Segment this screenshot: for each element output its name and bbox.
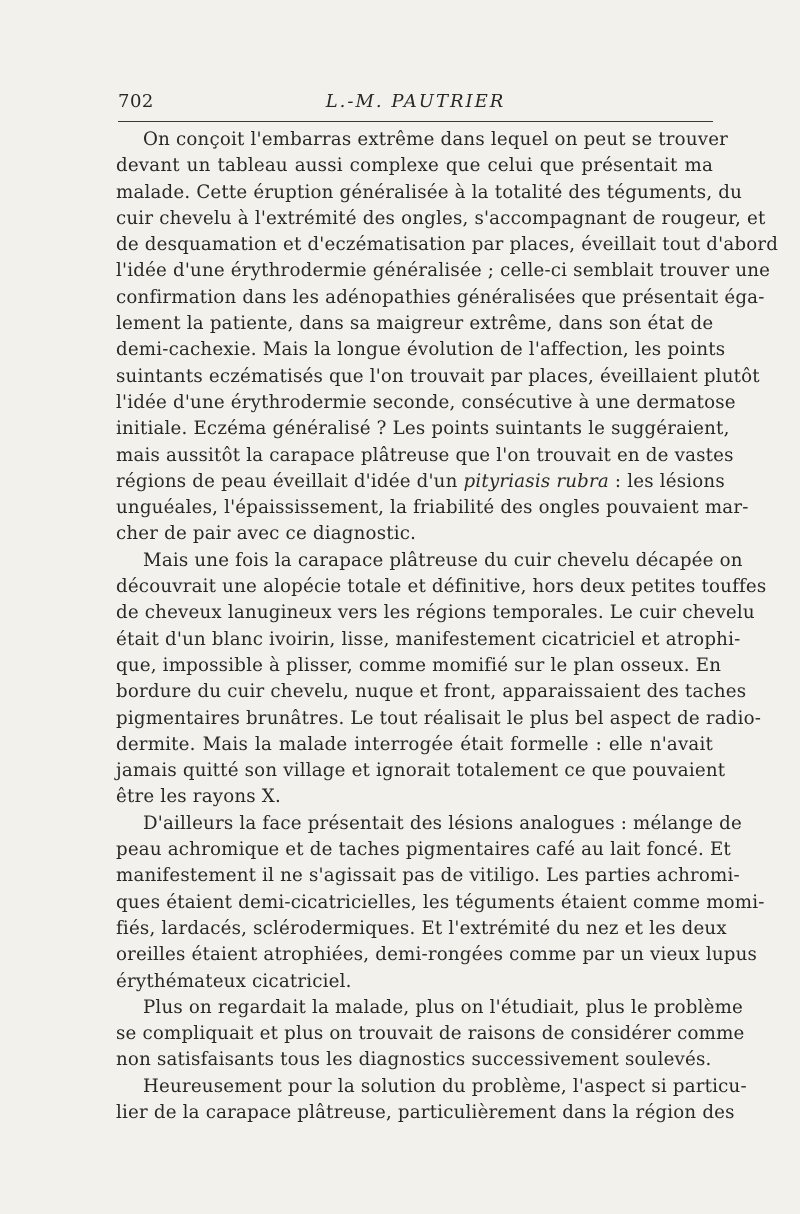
text-line: jamais quitté son village et ignorait totalement ce que pouvaient [116, 760, 726, 782]
text-line: érythémateux cicatriciel. [116, 970, 352, 992]
text-line: manifestement il ne s'agissait pas de vitiligo. Les parties achromi- [116, 865, 740, 887]
running-head: L.-M. PAUTRIER [325, 91, 506, 112]
text-line: D'ailleurs la face présentait des lésions analogues : mélange de [143, 812, 742, 834]
text-line: l'idée d'une érythrodermie généralisée ; celle-ci semblait trouver une [116, 260, 771, 282]
text-line: non satisfaisants tous les diagnostics successivement soulevés. [116, 1049, 712, 1071]
text-line: peau achromique et de taches pigmentaires café au lait foncé. Et [116, 839, 731, 861]
page-header [118, 85, 713, 117]
text-line: initiale. Eczéma généralisé ? Les points suintants le suggéraient, [116, 418, 730, 440]
text-line: lement la patiente, dans sa maigreur extrême, dans son état de [116, 313, 714, 335]
text-segment: régions de peau éveillait d'idée d'un [116, 470, 464, 492]
text-line: suintants eczématisés que l'on trouvait par places, éveillaient plutôt [116, 365, 760, 387]
text-line: On conçoit l'embarras extrême dans lequel on peut se trouver [143, 129, 729, 150]
text-line: bordure du cuir chevelu, nuque et front, apparaissaient des taches [116, 681, 747, 703]
text-line: Mais une fois la carapace plâtreuse du cuir chevelu décapée on [143, 549, 743, 571]
header-rule [118, 121, 713, 122]
text-line: de desquamation et d'eczématisation par places, éveillait tout d'abord [116, 234, 779, 256]
text-line: découvrait une alopécie totale et définitive, hors deux petites touffes [116, 576, 767, 598]
paragraph-4 [116, 995, 745, 1074]
text-line: oreilles étaient atrophiées, demi-rongées comme par un vieux lupus [116, 944, 758, 966]
paragraph-5 [116, 1074, 747, 1127]
text-line: Plus on regardait la malade, plus on l'étudiait, plus le problème [143, 996, 744, 1018]
text-segment: : les lésions [608, 470, 725, 492]
paragraph-3 [116, 811, 765, 995]
text-line: unguéales, l'épaississement, la friabilité des ongles pouvaient mar- [116, 497, 749, 519]
page-number: 702 [118, 91, 154, 112]
text-line-with-italic [116, 469, 725, 495]
text-line: fiés, lardacés, sclérodermiques. Et l'extrémité du nez et les deux [116, 917, 727, 939]
text-line: cher de pair avec ce diagnostic. [116, 523, 417, 545]
paragraph-1 [116, 127, 779, 548]
italic-term: pityriasis rubra [463, 470, 609, 492]
text-line: ques étaient demi-cicatricielles, les téguments étaient comme momi- [116, 891, 765, 913]
text-line: que, impossible à plisser, comme momifié sur le plan osseux. En [116, 654, 722, 676]
text-line: était d'un blanc ivoirin, lisse, manifestement cicatriciel et atrophi- [116, 628, 741, 650]
text-line: se compliquait et plus on trouvait de raisons de considérer comme [116, 1023, 745, 1045]
text-line: mais aussitôt la carapace plâtreuse que l'on trouvait en de vastes [116, 444, 734, 466]
text-line: malade. Cette éruption généralisée à la totalité des téguments, du [116, 181, 743, 203]
text-line: de cheveux lanugineux vers les régions temporales. Le cuir chevelu [116, 602, 755, 624]
text-line: cuir chevelu à l'extrémité des ongles, s'accompagnant de rougeur, et [116, 207, 766, 229]
paragraph-2 [116, 548, 767, 811]
text-line: l'idée d'une érythrodermie seconde, consécutive à une dermatose [116, 391, 736, 413]
text-line: lier de la carapace plâtreuse, particulièrement dans la région des [116, 1101, 735, 1123]
text-line: pigmentaires brunâtres. Le tout réalisait le plus bel aspect de radio- [116, 707, 762, 729]
text-line: dermite. Mais la malade interrogée était formelle : elle n'avait [116, 733, 713, 755]
text-line: confirmation dans les adénopathies généralisées que présentait éga- [116, 286, 765, 308]
text-line: demi-cachexie. Mais la longue évolution de l'affection, les points [116, 339, 726, 361]
text-line: être les rayons X. [116, 786, 281, 808]
text-line: Heureusement pour la solution du problème, l'aspect si particu- [143, 1075, 747, 1097]
body-text [116, 127, 779, 1126]
text-line: devant un tableau aussi complexe que celui que présentait ma [116, 155, 713, 177]
